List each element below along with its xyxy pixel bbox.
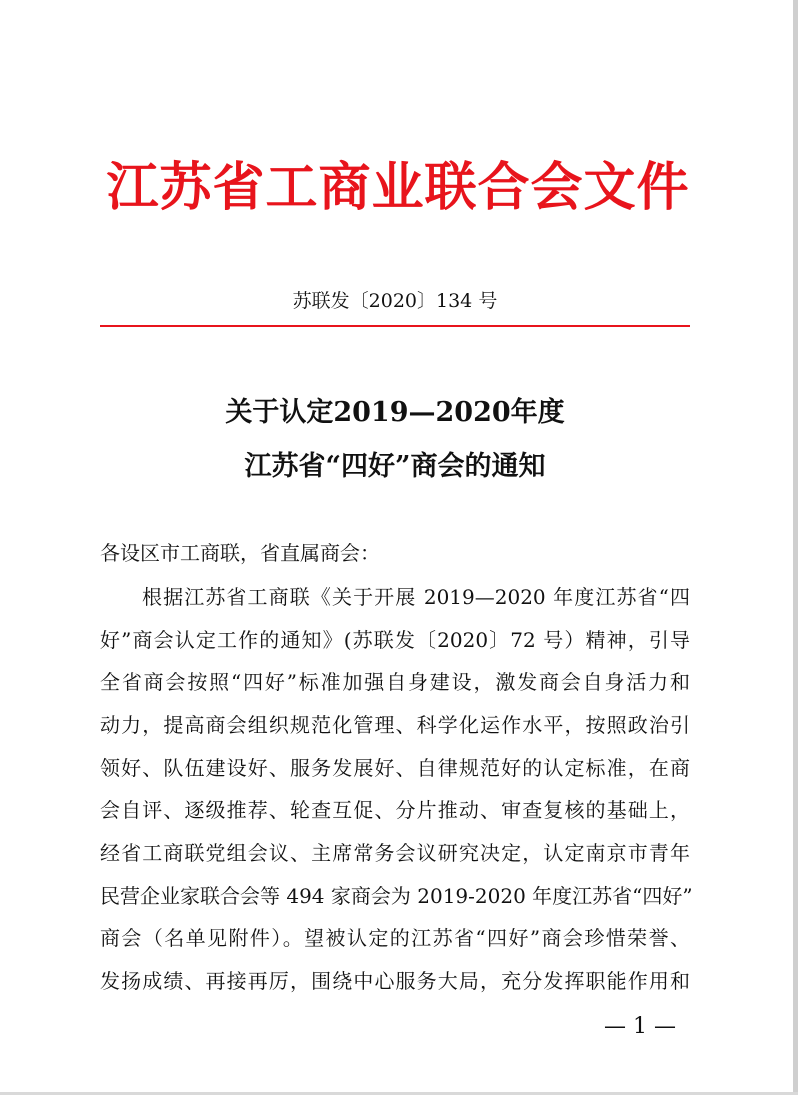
red-divider-rule	[100, 325, 690, 327]
body-text-line: 全省商会按照“四好”标准加强自身建设，激发商会自身活力和	[100, 670, 690, 694]
body-text-line: 动力，提高商会组织规范化管理、科学化运作水平，按照政治引	[100, 713, 690, 737]
body-text-line: 会自评、逐级推荐、轮查互促、分片推动、审查复核的基础上，	[100, 798, 690, 822]
body-text-line: 民营企业家联合会等 494 家商会为 2019-2020 年度江苏省“四好”	[100, 884, 693, 908]
page-number: — 1 —	[604, 1014, 676, 1039]
document-title-line-2: 江苏省“四好”商会的通知	[244, 451, 546, 482]
document-number: 苏联发〔2020〕134 号	[292, 290, 498, 312]
document-title-line-1: 关于认定2019—2020年度	[225, 397, 565, 428]
body-text-line: 经省工商联党组会议、主席常务会议研究决定，认定南京市青年	[100, 841, 690, 865]
body-text-line: 发扬成绩、再接再厉，围绕中心服务大局，充分发挥职能作用和	[100, 969, 690, 993]
page-edge-shadow	[793, 0, 798, 1095]
body-text-line: 领好、队伍建设好、服务发展好、自律规范好的认定标准，在商	[100, 756, 690, 780]
masthead-title: 江苏省工商业联合会文件	[106, 157, 690, 218]
body-text-line: 根据江苏省工商联《关于开展 2019—2020 年度江苏省“四	[142, 585, 690, 609]
salutation: 各设区市工商联，省直属商会：	[100, 541, 380, 565]
body-text-line: 商会（名单见附件）。望被认定的江苏省“四好”商会珍惜荣誉、	[100, 926, 690, 950]
body-text-line: 好”商会认定工作的通知》(苏联发〔2020〕72 号）精神，引导	[100, 628, 690, 652]
